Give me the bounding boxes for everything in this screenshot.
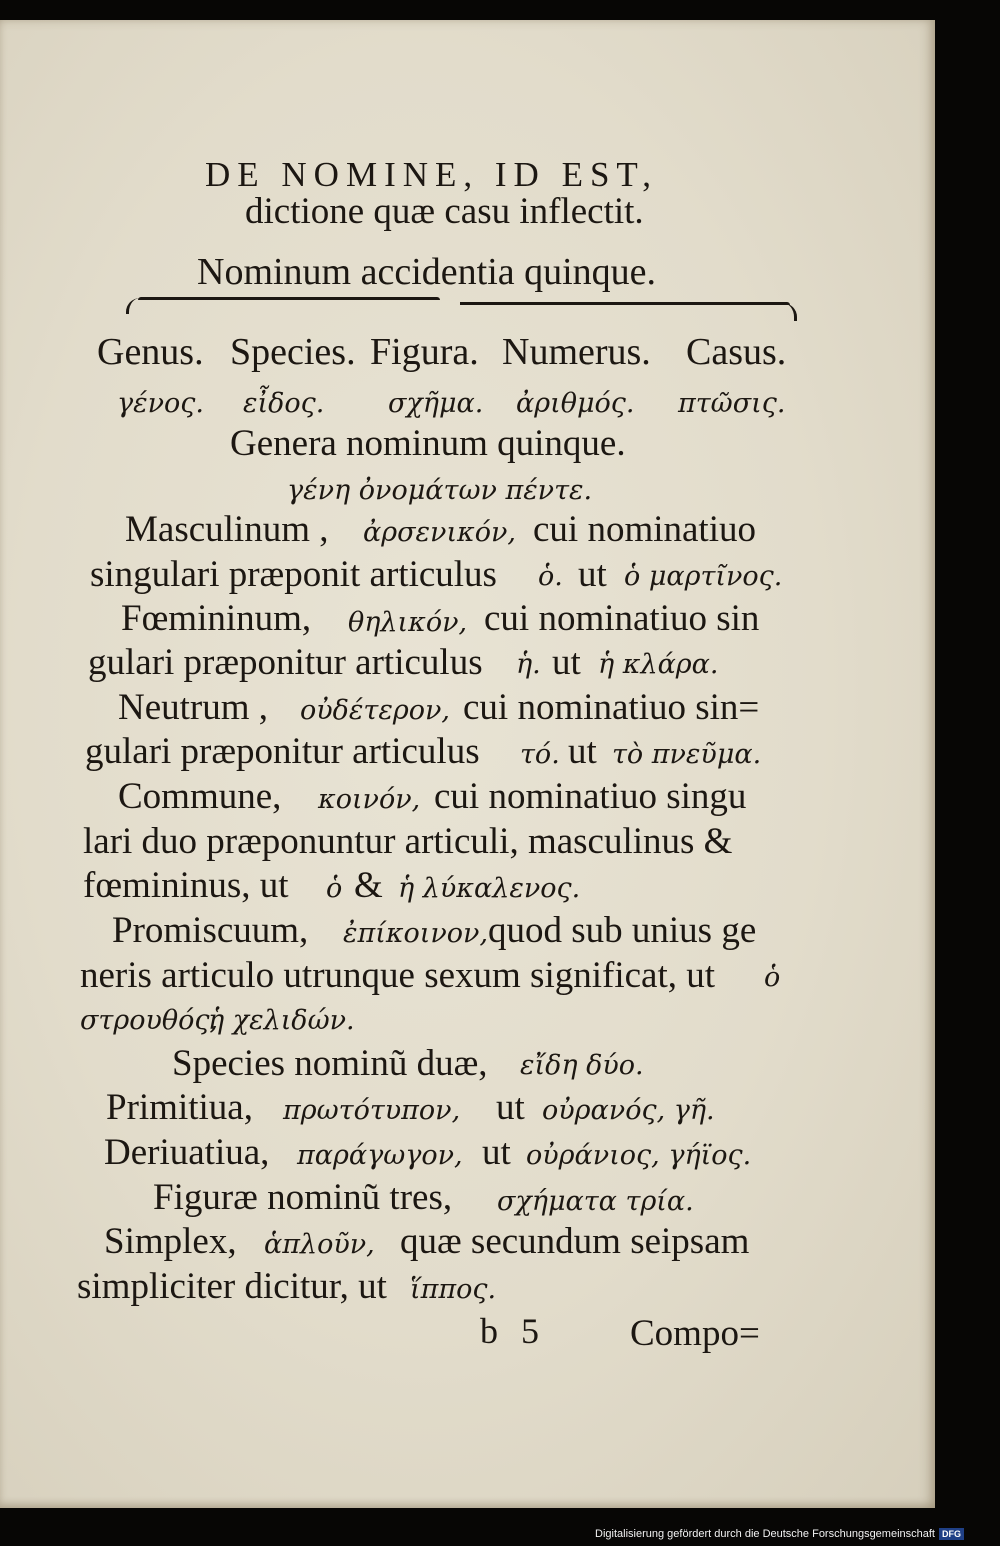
line-foemininum-latin: Fœmininum, [121, 598, 312, 639]
line-commune-latin: Commune, [118, 776, 282, 817]
subheading: Nominum accidentia quinque. [197, 251, 657, 293]
accidens-species: Species. [230, 331, 356, 373]
figurae-title: Figuræ nominũ tres, [153, 1177, 453, 1218]
signature-mark: b 5 [480, 1311, 539, 1351]
line-gulari-2-ut: ut [568, 731, 597, 772]
decorative-rule-hook-left [126, 298, 143, 314]
line-promiscuum-rest: quod sub unius ge [488, 910, 757, 951]
line-singulari-1: singulari præponit articulus [90, 554, 497, 595]
species-greek-title: εἴδη δύο. [520, 1050, 644, 1081]
line-singulari-1-article: ὁ. [538, 561, 563, 592]
line-singulari-1-example: ὁ μαρτῖνος. [624, 561, 783, 592]
line-neutrum-rest: cui nominatiuo sin= [463, 687, 760, 728]
line-foemininus-and: & [354, 865, 383, 906]
line-masculinum-greek: ἀρσενικόν, [363, 517, 516, 548]
simplex-rest: quæ secundum seipsam [400, 1221, 750, 1262]
genera-greek-title: γένη ὀνομάτων πέντε. [287, 475, 593, 506]
line-gulari-2: gulari præponitur articulus [85, 731, 480, 772]
accidens-casus: Casus. [686, 331, 787, 373]
funding-footer-text: Digitalisierung gefördert durch die Deutsche Forschungsgemeinschaft [595, 1528, 935, 1540]
line-neris-article: ὁ [764, 962, 781, 993]
accidens-numerus: Numerus. [502, 331, 651, 373]
line-gulari-1-article: ἡ. [516, 649, 541, 680]
line-masculinum-rest: cui nominatiuo [533, 509, 756, 550]
line-neutrum-latin: Neutrum , [118, 687, 269, 728]
line-gulari-2-article: τό. [520, 739, 560, 770]
decorative-rule-right [460, 302, 790, 305]
accidens-greek-genus: γένος. [117, 388, 204, 419]
dfg-logo-icon: DFG [939, 1528, 964, 1540]
line-promiscuum-latin: Promiscuum, [112, 910, 309, 951]
accidens-greek-casus: πτῶσις. [678, 388, 786, 419]
accidens-greek-species: εἶδος. [243, 388, 325, 419]
catchword: Compo= [630, 1313, 760, 1354]
line-foemininus-article: ὁ [326, 873, 343, 904]
accidens-genus: Genus. [97, 331, 204, 373]
decorative-rule-left [138, 297, 440, 300]
line-promiscuum-greek: ἐπίκοινον, [343, 918, 489, 949]
accidens-figura: Figura. [370, 331, 479, 373]
species-title: Species nominũ duæ, [172, 1043, 488, 1084]
deriuatiua-examples: οὐράνιος, γήϊος. [526, 1140, 752, 1171]
accidens-greek-figura: σχῆμα. [388, 388, 484, 419]
line-lari-duo: lari duo præponuntur articuli, masculinus & [83, 821, 733, 862]
heading-line-1: DE NOMINE, ID EST, [205, 155, 658, 194]
line-singulari-1-ut: ut [578, 554, 607, 595]
simplex-greek: ἁπλοῦν, [264, 1229, 375, 1260]
funding-footer [595, 1528, 964, 1540]
line-gulari-1-ut: ut [552, 642, 581, 683]
simplex-line2-latin: simpliciter dicitur, ut [77, 1266, 387, 1307]
line-commune-greek: κοινόν, [318, 784, 421, 815]
decorative-rule-hook-right [780, 303, 797, 321]
deriuatiua-ut: ut [482, 1132, 511, 1173]
book-page [0, 20, 935, 1508]
primitiua-examples: οὐρανός, γῆ. [542, 1095, 715, 1126]
line-foemininus-example: ἡ λύκαλενος. [398, 873, 581, 904]
line-commune-rest: cui nominatiuo singu [434, 776, 747, 817]
primitiua-ut: ut [496, 1087, 525, 1128]
primitiua-greek: πρωτότυπον, [283, 1095, 461, 1126]
genera-title: Genera nominum quinque. [230, 423, 626, 464]
figurae-greek-title: σχήματα τρία. [497, 1186, 694, 1217]
accidens-greek-numerus: ἀριθμός. [516, 388, 635, 419]
line-gulari-1-example: ἡ κλάρα. [598, 649, 719, 680]
line-masculinum-latin: Masculinum , [125, 509, 329, 550]
line-foemininus: fœmininus, ut [83, 865, 289, 906]
line-neutrum-greek: οὐδέτερον, [300, 695, 450, 726]
line-foemininum-greek: θηλικόν, [348, 607, 468, 638]
line-gulari-1: gulari præponitur articulus [88, 642, 483, 683]
deriuatiua-latin: Deriuatiua, [104, 1132, 270, 1173]
simplex-line2-example: ἵππος. [410, 1274, 497, 1305]
deriuatiua-greek: παράγωγον, [297, 1140, 463, 1171]
line-gulari-2-example: τὸ πνεῦμα. [612, 739, 762, 770]
heading-line-2: dictione quæ casu inflectit. [245, 191, 644, 232]
line-foemininum-rest: cui nominatiuo sin [484, 598, 760, 639]
primitiua-latin: Primitiua, [106, 1087, 253, 1128]
simplex-latin: Simplex, [104, 1221, 237, 1262]
line-neris: neris articulo utrunque sexum significat, ut [80, 955, 716, 996]
line-examples-chelidon: ἡ χελιδών. [208, 1005, 355, 1036]
line-examples-struthos: στρουθός, [80, 1005, 219, 1036]
